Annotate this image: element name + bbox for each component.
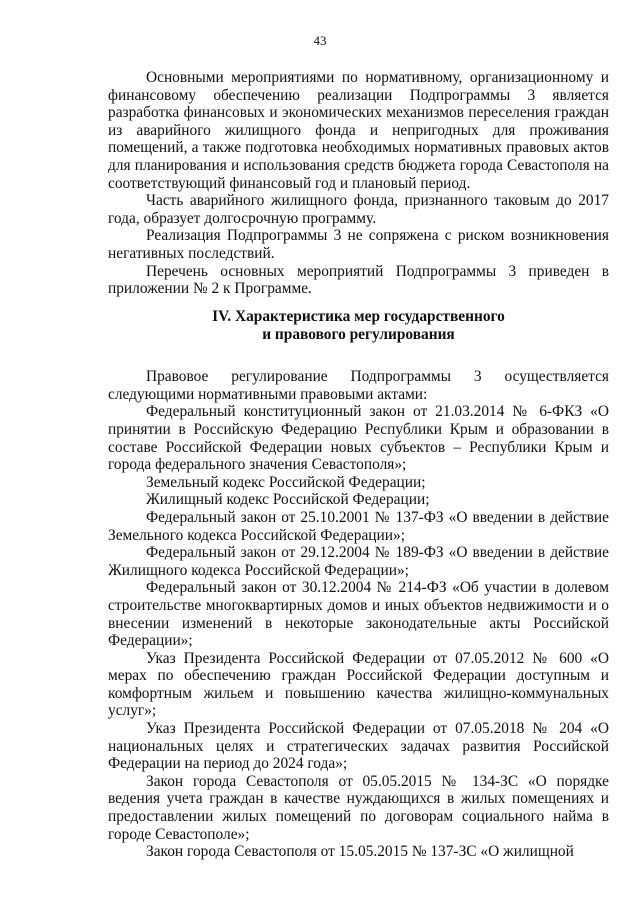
page-number: 43 [313, 33, 327, 48]
intro-section [108, 69, 609, 298]
paragraph: Указ Президента Российской Федерации от 07.05.2012 № 600 «О мерах по обеспечению граждан Российской Федерации доступным и комфортным жильем и повышению качества жилищно-коммунальных услуг»; [108, 649, 609, 720]
section-heading-line-1: IV. Характеристика мер государственного [212, 308, 505, 325]
paragraph: Жилищный кодекс Российской Федерации; [146, 491, 430, 509]
section-heading [108, 308, 609, 343]
paragraph: Федеральный закон от 25.10.2001 № 137-ФЗ «О введении в действие Земельного кодекса Российской Федерации»; [108, 508, 609, 544]
paragraph: Закон города Севастополя от 05.05.2015 № 134-ЗС «О порядке ведения учета граждан в качестве нуждающихся в жилых помещениях и предоставлении жилых помещений по договорам социального найма в городе Севастополе»; [108, 772, 609, 843]
paragraph: Федеральный закон от 30.12.2004 № 214-ФЗ «Об участии в долевом строительстве многоквартирных домов и иных объектов недвижимости и о внесении изменений в некоторые законодательные акты Российской Федерации»; [108, 579, 609, 650]
paragraph: Основными мероприятиями по нормативному, организационному и финансовому обеспечению реализации Подпрограммы 3 является разработка финансовых и экономических механизмов переселения граждан из аварийного жилищного фонда и непригодных для проживания помещений, а также подготовка необходимых нормативных правовых актов для планирования и использования средств бюджета города Севастополя на соответствующий финансовый год и плановый период. [108, 69, 609, 192]
regulation-section [108, 308, 609, 861]
paragraph: Федеральный конституционный закон от 21.03.2014 № 6-ФКЗ «О принятии в Российскую Федерацию Республики Крым и образовании в составе Российской Федерации новых субъектов – Республики Крым и города федерального значения Севастополя»; [108, 403, 609, 474]
paragraph: Правовое регулирование Подпрограммы 3 осуществляется следующими нормативными правовыми актами: [108, 368, 609, 403]
paragraph: Закон города Севастополя от 15.05.2015 № 137-ЗС «О жилищной [146, 843, 574, 861]
paragraph: Перечень основных мероприятий Подпрограммы 3 приведен в приложении № 2 к Программе. [108, 262, 609, 298]
paragraph: Федеральный закон от 29.12.2004 № 189-ФЗ «О введении в действие Жилищного кодекса Российской Федерации»; [108, 544, 609, 579]
section-heading-line-2: и правового регулирования [262, 325, 455, 343]
paragraph: Земельный кодекс Российской Федерации; [146, 473, 426, 491]
paragraph: Реализация Подпрограммы 3 не сопряжена с риском возникновения негативных последствий. [108, 227, 609, 262]
paragraph: Часть аварийного жилищного фонда, признанного таковым до 2017 года, образует долгосрочную программу. [108, 192, 609, 227]
paragraph: Указ Президента Российской Федерации от 07.05.2018 № 204 «О национальных целях и стратегических задачах развития Российской Федерации на период до 2024 года»; [108, 720, 609, 773]
